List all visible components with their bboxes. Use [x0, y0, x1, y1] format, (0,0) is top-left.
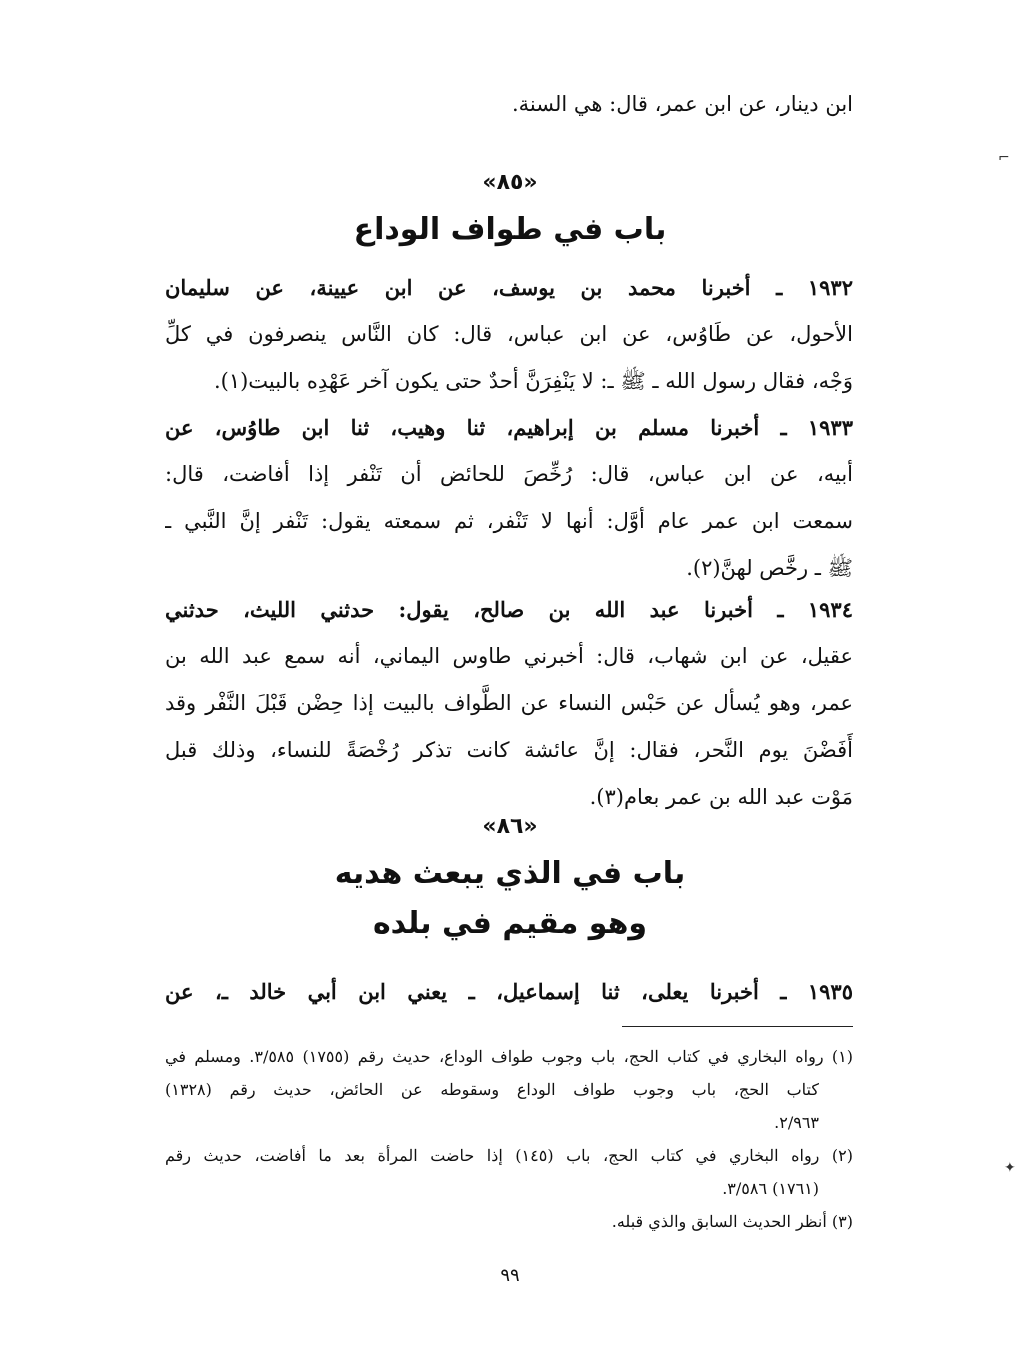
hadith-line: ١٩٣٥ ـ أخبرنا يعلى، ثنا إسماعيل، ـ يعني ابن أبي خالد ـ، عن — [165, 979, 853, 1004]
footnote-3 — [165, 1205, 853, 1238]
hadith-line: أبيه، عن ابن عباس، قال: رُخِّصَ للحائض أن تَنْفر إذا أفاضت، قال: — [165, 462, 853, 486]
footnote-line: (٣) أنظر الحديث السابق والذي قبله. — [611, 1212, 853, 1231]
hadith-line: ﷺ ـ رخَّص لهنَّ(٢). — [686, 556, 853, 580]
scan-mark-icon: ⌐ — [998, 150, 1010, 166]
footnote-2 — [165, 1139, 853, 1205]
hadith-1933 — [165, 404, 853, 592]
hadith-1932 — [165, 264, 853, 405]
footnote-line: (٢) رواه البخاري في كتاب الحج، باب (١٤٥) إذا حاضت المرأة بعد ما أفاضت، حديث رقم — [165, 1146, 853, 1165]
hadith-line: سمعت ابن عمر عام أوَّل: أنها لا تَنْفر، ثم سمعته يقول: تَنْفر إنَّ النَّبي ـ — [165, 509, 853, 533]
hadith-line: أَفَضْنَ يوم النَّحر، فقال: إنَّ عائشة كانت تذكر رُخْصَةً للنساء، وذلك قبل — [165, 738, 853, 762]
footnote-1 — [165, 1040, 853, 1139]
hadith-line: ١٩٣٣ ـ أخبرنا مسلم بن إبراهيم، ثنا وهيب، ثنا ابن طاوُس، عن — [165, 415, 853, 440]
hadith-line: عقيل، عن ابن شهاب، قال: أخبرني طاوس اليماني، أنه سمع عبد الله بن — [165, 644, 853, 668]
section-title: باب في طواف الوداع — [353, 212, 667, 247]
footnotes — [165, 1040, 853, 1238]
hadith-line: ١٩٣٤ ـ أخبرنا عبد الله بن صالح، يقول: حدثني الليث، حدثني — [165, 597, 853, 622]
footnote-line: (١٧٦١) ٣/٥٨٦. — [722, 1179, 819, 1198]
hadith-line: مَوْت عبد الله بن عمر بعام(٣). — [589, 785, 853, 809]
footnote-separator — [622, 1026, 853, 1027]
hadith-1935 — [165, 968, 853, 1015]
page-number: ٩٩ — [500, 1265, 520, 1286]
continuation-line: ابن دينار، عن ابن عمر، قال: هي السنة. — [511, 92, 853, 116]
hadith-line: ١٩٣٢ ـ أخبرنا محمد بن يوسف، عن ابن عيينة، عن سليمان — [165, 275, 853, 300]
scan-mark-icon: ✦ — [1004, 1160, 1016, 1176]
section-title-line-2: وهو مقيم في بلده — [372, 906, 648, 941]
section-number: «٨٦» — [482, 814, 538, 839]
section-number: «٨٥» — [482, 170, 538, 195]
footnote-line: ٢/٩٦٣. — [774, 1113, 819, 1132]
footnote-line: كتاب الحج، باب وجوب طواف الوداع وسقوطه عن الحائض، حديث رقم (١٣٢٨) — [165, 1080, 819, 1099]
section-title-line-1: باب في الذي يبعث هديه — [334, 856, 686, 891]
hadith-1934 — [165, 586, 853, 821]
hadith-line: وَجْه، فقال رسول الله ـ ﷺ ـ: لا يَنْفِرَنَّ أحدٌ حتى يكون آخر عَهْدِه بالبيت(١). — [213, 369, 853, 393]
footnote-line: (١) رواه البخاري في كتاب الحج، باب وجوب طواف الوداع، حديث رقم (١٧٥٥) ٣/٥٨٥. ومسلم في — [165, 1047, 853, 1066]
hadith-line: الأحول، عن طَاوُس، عن ابن عباس، قال: كان النَّاس ينصرفون في كلِّ — [165, 322, 853, 346]
hadith-line: عمر، وهو يُسأل عن حَبْس النساء عن الطَّواف بالبيت إذا حِضْن قَبْلَ النَّفْر وقد — [165, 691, 853, 715]
